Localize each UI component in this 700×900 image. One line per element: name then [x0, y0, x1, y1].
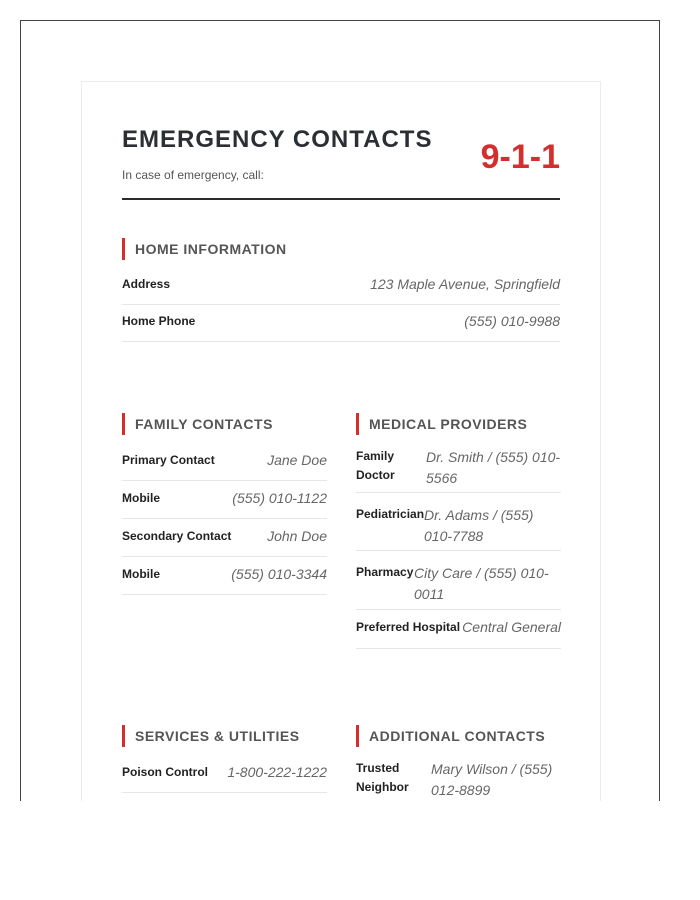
- services-utilities-section: [122, 725, 327, 793]
- row-label: Pediatrician: [356, 507, 425, 521]
- row-value: Jane Doe: [267, 451, 327, 468]
- section-title: SERVICES & UTILITIES: [122, 725, 327, 747]
- row-label: Trusted Neighbor: [356, 761, 409, 794]
- row-label: Primary Contact: [122, 452, 215, 467]
- home-information-section: [122, 238, 560, 342]
- provider-row: [356, 443, 561, 493]
- emergency-contacts-sheet: [81, 81, 601, 801]
- row-label: Preferred Hospital: [356, 620, 461, 634]
- row-value: (555) 010-9988: [464, 313, 560, 329]
- row-label: Mobile: [122, 490, 160, 505]
- row-label: Family Doctor: [356, 449, 395, 482]
- row-value: (555) 010-3344: [231, 565, 327, 582]
- row-label: Pharmacy: [356, 565, 414, 579]
- contact-row: [122, 481, 327, 519]
- page-title: EMERGENCY CONTACTS: [122, 126, 433, 153]
- section-title: HOME INFORMATION: [122, 238, 560, 260]
- row-value: Dr. Adams / (555) 010-7788: [424, 507, 534, 544]
- row-label: Mobile: [122, 566, 160, 581]
- section-title: FAMILY CONTACTS: [122, 413, 327, 435]
- service-row: [122, 755, 327, 793]
- row-value: John Doe: [267, 527, 327, 544]
- sheet-header: [122, 126, 560, 200]
- page-subtitle: In case of emergency, call:: [122, 168, 264, 182]
- row-value: 123 Maple Avenue, Springfield: [370, 276, 560, 292]
- contact-row: [122, 519, 327, 557]
- row-value: 1-800-222-1222: [227, 763, 327, 780]
- info-row: [122, 305, 560, 342]
- medical-providers-section: [356, 413, 561, 649]
- row-value: Central General: [462, 619, 561, 635]
- section-title: ADDITIONAL CONTACTS: [356, 725, 561, 747]
- row-label: Home Phone: [122, 314, 196, 328]
- contact-row: [122, 443, 327, 481]
- row-label: Address: [122, 277, 171, 291]
- contact-row: [122, 557, 327, 595]
- provider-row: [356, 493, 561, 551]
- page-frame: [20, 20, 660, 801]
- row-label: Secondary Contact: [122, 528, 232, 543]
- info-row: [122, 268, 560, 305]
- additional-contacts-section: [356, 725, 561, 801]
- row-value: City Care / (555) 010-0011: [414, 565, 549, 602]
- row-value: Dr. Smith / (555) 010-5566: [426, 449, 561, 486]
- family-contacts-section: [122, 413, 327, 595]
- row-value: (555) 010-1122: [232, 489, 327, 506]
- emergency-number: 9-1-1: [480, 138, 560, 176]
- row-label: Poison Control: [122, 764, 208, 779]
- row-value: Mary Wilson / (555) 012-8899: [431, 761, 553, 798]
- provider-row: [356, 551, 561, 610]
- section-title: MEDICAL PROVIDERS: [356, 413, 561, 435]
- additional-contact-row: [356, 755, 561, 801]
- provider-row: [356, 610, 561, 649]
